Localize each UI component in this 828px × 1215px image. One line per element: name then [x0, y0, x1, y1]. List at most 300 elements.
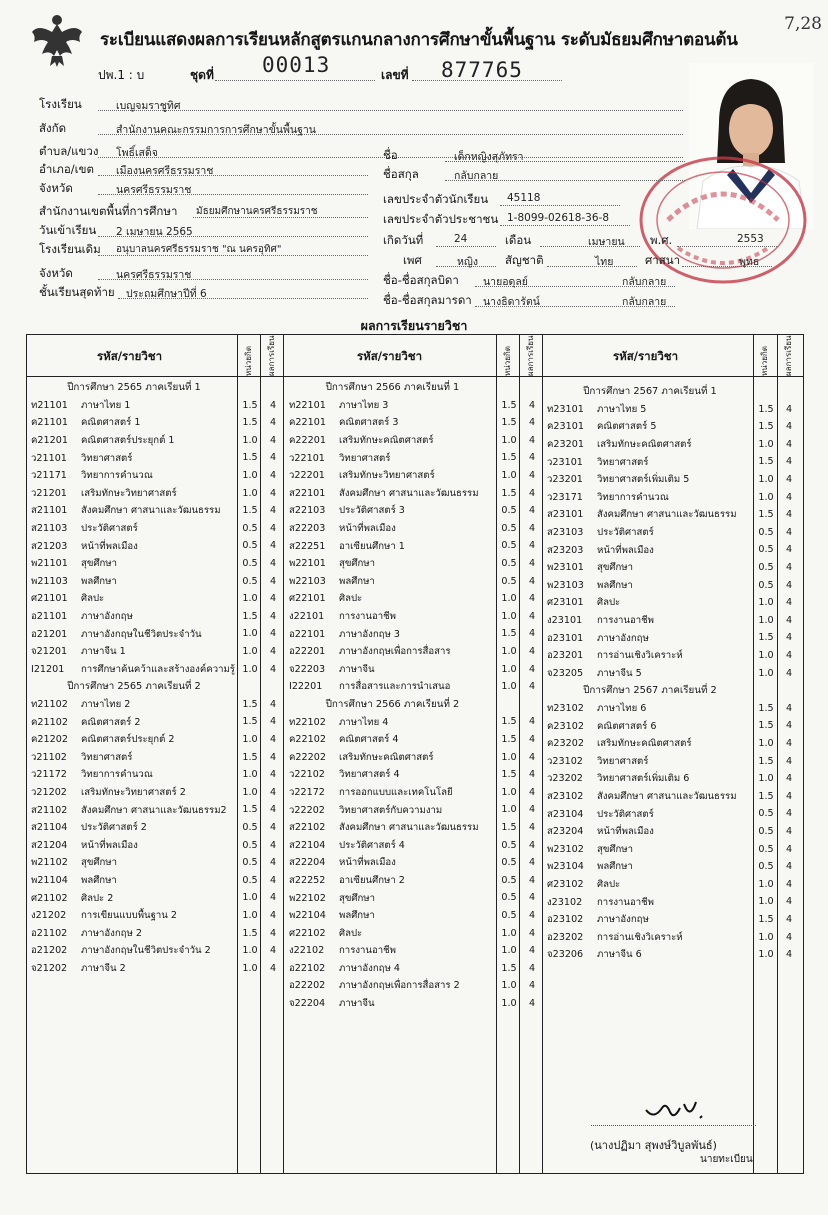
- subject-row: [289, 643, 496, 661]
- grade-value: 4: [269, 452, 277, 464]
- subject-row: [289, 555, 496, 573]
- subject-name: ศิลปะ: [339, 927, 363, 939]
- subject-code: อ23101: [547, 632, 584, 644]
- subject-name: การศึกษาค้นคว้าและสร้างองค์ความรู้: [81, 663, 235, 675]
- subject-row: [289, 889, 496, 907]
- credit-value: 1.5: [501, 399, 517, 411]
- subject-code: อ22102: [289, 962, 326, 974]
- grade-value: 4: [528, 734, 536, 745]
- subject-code: ค23201: [547, 439, 584, 451]
- citizen-id-label: เลขประจำตัวประชาชน: [383, 212, 499, 226]
- grade-value: 4: [528, 646, 536, 657]
- grade-value: 4: [785, 562, 793, 573]
- subject-name: คณิตศาสตร์ประยุกต์ 2: [81, 734, 175, 746]
- credit-value: 1.0: [242, 962, 258, 974]
- form-code: ปพ.1 : บ: [98, 68, 145, 82]
- credit-value: 1.5: [758, 790, 774, 802]
- subject-name: ภาษาไทย 1: [81, 399, 131, 411]
- grade-value: 4: [528, 839, 536, 851]
- credit-value: 0.5: [501, 505, 517, 517]
- subject-name: ภาษาอังกฤษ: [597, 914, 649, 926]
- citizen-id: 1-8099-02618-36-8: [507, 212, 610, 224]
- subject-name: สุขศึกษา: [339, 558, 376, 570]
- subject-code: จ22203: [289, 663, 326, 675]
- student-id-label: เลขประจำตัวนักเรียน: [383, 192, 489, 206]
- last-level-label: ชั้นเรียนสุดท้าย: [39, 285, 115, 299]
- grade-value: 4: [785, 861, 793, 873]
- subject-name: ประวัติศาสตร์: [597, 527, 654, 539]
- subject-name: ศิลปะ: [81, 593, 105, 605]
- subject-code: อ23201: [547, 650, 584, 662]
- grade-value: 4: [269, 434, 277, 446]
- credit-value: 1.0: [501, 927, 517, 939]
- credit-value: 0.5: [758, 562, 774, 573]
- credit-value: 1.0: [242, 663, 258, 675]
- subject-name: ภาษาอังกฤษ 4: [339, 962, 400, 974]
- subject-code: จ23206: [547, 949, 584, 961]
- subject-row: [289, 661, 496, 679]
- credit-value: 1.5: [242, 716, 258, 728]
- subject-code: พ21102: [31, 857, 68, 869]
- subject-code: ส23101: [547, 509, 584, 521]
- subject-row: [31, 643, 237, 661]
- area-value: มัธยมศึกษานครศรีธรรมราช: [196, 206, 318, 217]
- credit-value: 1.0: [501, 470, 517, 481]
- subdistrict-value: โพธิ์เสด็จ: [116, 147, 158, 159]
- subject-row: [547, 577, 753, 595]
- credit-value: 0.5: [758, 861, 774, 873]
- subject-row: [289, 924, 496, 942]
- subject-row: [289, 942, 496, 960]
- grade-value: 4: [269, 857, 277, 869]
- subject-name: การอ่านเชิงวิเคราะห์: [597, 931, 683, 943]
- credit-value: 1.0: [501, 751, 517, 763]
- birth-month-label: เดือน: [505, 233, 532, 247]
- credit-value: 0.5: [242, 558, 258, 569]
- credit-value: 1.0: [242, 593, 258, 605]
- grade-value: 4: [528, 786, 536, 798]
- grade-value: 4: [528, 522, 536, 534]
- credit-value: 0.5: [501, 558, 517, 569]
- subject-code: ท22101: [289, 399, 326, 411]
- grade-value: 4: [528, 945, 536, 957]
- credit-value: 0.5: [242, 822, 258, 833]
- grade-value: 4: [269, 593, 277, 605]
- credit-value: 0.5: [501, 910, 517, 921]
- grade-value: 4: [785, 597, 793, 609]
- grade-value: 4: [269, 962, 277, 974]
- grade-value: 4: [528, 804, 536, 816]
- grade-value: 4: [269, 751, 277, 763]
- subject-row: [31, 731, 237, 749]
- grade-value: 4: [269, 698, 277, 710]
- header-subject-1: รหัส/รายวิชา: [97, 349, 163, 363]
- subject-code: พ23104: [547, 861, 584, 873]
- subject-code: พ23102: [547, 843, 584, 855]
- affiliation-label: สังกัด: [39, 121, 67, 135]
- grade-value: 4: [785, 843, 793, 855]
- subject-code: ว23201: [547, 474, 583, 486]
- results-table: [26, 334, 804, 1174]
- subject-code: ค23202: [547, 738, 584, 750]
- subject-name: ภาษาจีน: [339, 663, 375, 675]
- credit-value: 1.5: [758, 509, 774, 521]
- grade-value: 4: [785, 949, 793, 961]
- credit-value: 1.0: [501, 610, 517, 622]
- credit-value: 1.0: [501, 646, 517, 657]
- subject-name: หน้าที่พลเมือง: [339, 857, 396, 869]
- subject-code: ว23202: [547, 773, 583, 785]
- area-label: สำนักงานเขตพื้นที่การศึกษา: [39, 204, 178, 218]
- subject-name: สุขศึกษา: [339, 892, 376, 904]
- grade-value: 4: [528, 962, 536, 974]
- credit-value: 1.0: [758, 896, 774, 908]
- subject-row: [289, 432, 496, 450]
- subject-name: ภาษาจีน 6: [597, 949, 642, 961]
- subject-name: ภาษาจีน 1: [81, 646, 126, 658]
- subject-name: ศิลปะ 2: [81, 892, 114, 904]
- grade-value: 4: [785, 438, 793, 450]
- father-label: ชื่อ-ชื่อสกุลบิดา: [383, 273, 459, 287]
- subject-code: ค21102: [31, 716, 68, 728]
- subject-row: [289, 977, 496, 995]
- subject-code: พ23101: [547, 562, 584, 574]
- subject-code: อ23102: [547, 914, 584, 926]
- credit-value: 1.0: [242, 892, 258, 904]
- subject-name: วิทยาศาสตร์เพิ่มเติม 5: [597, 474, 690, 486]
- credit-value: 1.0: [758, 614, 774, 626]
- subject-name: คณิตศาสตร์ประยุกต์ 1: [81, 435, 175, 447]
- subject-row: [31, 661, 237, 679]
- grade-value: 4: [785, 579, 793, 591]
- subject-code: ค21201: [31, 435, 68, 447]
- subject-row: [31, 502, 237, 520]
- header-grade-3: ผลการเรียน: [784, 335, 793, 376]
- credit-value: 1.0: [758, 878, 774, 890]
- subject-row: [547, 665, 753, 683]
- subject-code: ท21102: [31, 698, 68, 710]
- grade-value: 4: [269, 769, 277, 781]
- subject-code: ศ23101: [547, 597, 584, 609]
- grade-value: 4: [269, 522, 277, 534]
- header-grade-1: ผลการเรียน: [267, 335, 276, 376]
- subject-code: ส23204: [547, 826, 584, 838]
- subject-row: [31, 819, 237, 837]
- grade-value: 4: [528, 874, 536, 886]
- subject-name: คณิตศาสตร์ 6: [597, 720, 657, 732]
- subject-row: [31, 924, 237, 942]
- subject-name: การงานอาชีพ: [597, 615, 654, 627]
- semester-heading: ปีการศึกษา 2567 ภาคเรียนที่ 2: [583, 685, 717, 697]
- corner-note: 7,28: [784, 14, 822, 34]
- grade-value: 4: [528, 716, 536, 728]
- previous-province: นครศรีธรรมราช: [116, 269, 192, 281]
- credit-value: 1.5: [242, 698, 258, 710]
- subject-code: ศ22101: [289, 593, 326, 605]
- birth-year-label: พ.ศ.: [650, 233, 673, 247]
- subject-code: พ22104: [289, 910, 326, 922]
- subject-name: วิทยาศาสตร์: [81, 452, 133, 464]
- subject-row: [289, 397, 496, 415]
- subject-code: ส22103: [289, 505, 326, 517]
- subject-name: เสริมทักษะวิทยาศาสตร์: [339, 470, 435, 482]
- subject-row: [289, 537, 496, 555]
- subject-row: [289, 819, 496, 837]
- subject-row: [547, 928, 753, 946]
- credit-value: 1.0: [242, 769, 258, 781]
- grade-value: 4: [528, 505, 536, 517]
- registrar-signature-icon: [640, 1090, 730, 1130]
- subject-row: [31, 608, 237, 626]
- previous-school-label: โรงเรียนเดิม: [39, 242, 101, 256]
- subject-code: พ21103: [31, 575, 68, 587]
- grade-value: 4: [269, 945, 277, 957]
- subject-row: [289, 766, 496, 784]
- subject-name: ภาษาอังกฤษเพื่อการสื่อสาร: [339, 646, 451, 658]
- credit-value: 1.5: [501, 452, 517, 464]
- subject-name: ภาษาอังกฤษ: [81, 611, 133, 623]
- subject-code: จ21201: [31, 646, 68, 658]
- subject-name: เสริมทักษะวิทยาศาสตร์ 2: [81, 786, 186, 798]
- subject-row: [289, 872, 496, 890]
- subject-code: อ23202: [547, 931, 584, 943]
- subject-name: ประวัติศาสตร์ 4: [339, 839, 405, 851]
- birth-day: 24: [454, 233, 468, 245]
- grade-value: 4: [269, 470, 277, 481]
- credit-value: 1.0: [758, 949, 774, 961]
- subject-code: ท23102: [547, 702, 584, 714]
- subject-name: หน้าที่พลเมือง: [81, 839, 138, 851]
- subject-row: [289, 960, 496, 978]
- subject-row: [547, 717, 753, 735]
- subject-name: ภาษาไทย 2: [81, 698, 131, 710]
- subject-row: [547, 541, 753, 559]
- subject-name: วิทยาศาสตร์: [339, 452, 391, 464]
- subject-code: ส23103: [547, 527, 584, 539]
- subject-row: [289, 485, 496, 503]
- subject-name: พลศึกษา: [339, 910, 375, 922]
- subject-code: จ22204: [289, 998, 326, 1010]
- subject-code: ค22201: [289, 435, 326, 447]
- credit-value: 0.5: [242, 874, 258, 886]
- name-label: ชื่อ: [383, 148, 398, 162]
- enroll-label: วันเข้าเรียน: [39, 223, 97, 237]
- subject-name: พลศึกษา: [81, 575, 117, 587]
- credit-value: 1.0: [242, 734, 258, 745]
- credit-value: 0.5: [501, 892, 517, 904]
- subject-code: ส21204: [31, 839, 68, 851]
- subject-name: วิทยาศาสตร์: [597, 755, 649, 767]
- subject-name: อาเซียนศึกษา 1: [339, 540, 405, 552]
- subject-code: ว21102: [31, 751, 67, 763]
- credit-value: 1.0: [242, 646, 258, 657]
- credit-value: 1.5: [501, 822, 517, 833]
- subject-row: [547, 401, 753, 419]
- credit-value: 1.5: [758, 720, 774, 732]
- subject-row: [547, 876, 753, 894]
- subject-row: [289, 520, 496, 538]
- subject-row: [31, 713, 237, 731]
- grade-value: 4: [528, 452, 536, 464]
- subject-name: วิทยาศาสตร์ 4: [339, 769, 400, 781]
- subject-name: ภาษาอังกฤษ 3: [339, 628, 400, 640]
- results-column-1: [31, 379, 237, 977]
- subject-code: อ22101: [289, 628, 326, 640]
- credit-value: 1.0: [758, 438, 774, 450]
- grade-value: 4: [528, 998, 536, 1009]
- subject-row: [547, 524, 753, 542]
- subject-code: ศ22102: [289, 927, 326, 939]
- subject-code: I22201: [289, 681, 323, 693]
- subject-code: ส23104: [547, 808, 584, 820]
- subject-code: ง22101: [289, 611, 325, 623]
- subject-code: ว23102: [547, 755, 583, 767]
- credit-value: 1.5: [501, 628, 517, 640]
- credit-value: 1.5: [242, 452, 258, 464]
- credit-value: 1.5: [242, 610, 258, 622]
- credit-value: 1.5: [758, 755, 774, 767]
- grade-value: 4: [528, 417, 536, 429]
- subject-name: ภาษาไทย 6: [597, 702, 647, 714]
- credit-value: 0.5: [501, 874, 517, 886]
- subject-name: วิทยาศาสตร์: [81, 751, 133, 763]
- grade-value: 4: [528, 540, 536, 552]
- previous-school: อนุบาลนครศรีธรรมราช "ณ นครอุทิศ": [116, 244, 282, 255]
- subject-code: ว21202: [31, 786, 67, 798]
- subject-code: ว23101: [547, 456, 583, 468]
- subject-code: พ21101: [31, 558, 68, 570]
- subject-row: [31, 590, 237, 608]
- subject-code: ว22201: [289, 470, 325, 482]
- subject-name: สังคมศึกษา ศาสนาและวัฒนธรรม: [339, 822, 479, 834]
- credit-value: 1.5: [501, 417, 517, 429]
- subject-name: วิทยาศาสตร์: [597, 456, 649, 468]
- grade-value: 4: [528, 399, 536, 411]
- subject-row: [31, 467, 237, 485]
- credit-value: 1.5: [501, 716, 517, 728]
- credit-value: 1.5: [242, 804, 258, 816]
- results-column-2: [289, 379, 496, 1012]
- subject-code: พ23103: [547, 579, 584, 591]
- subject-code: ค22202: [289, 751, 326, 763]
- grade-value: 4: [528, 822, 536, 833]
- credit-value: 1.0: [501, 980, 517, 992]
- credit-value: 1.0: [242, 434, 258, 446]
- subject-row: [31, 573, 237, 591]
- grade-value: 4: [269, 786, 277, 798]
- credit-value: 1.0: [242, 786, 258, 798]
- subject-row: [31, 397, 237, 415]
- subject-row: [547, 805, 753, 823]
- subject-row: [289, 713, 496, 731]
- semester-heading: ปีการศึกษา 2565 ภาคเรียนที่ 1: [67, 382, 201, 394]
- credit-value: 1.5: [501, 962, 517, 974]
- subject-code: ส22102: [289, 822, 326, 834]
- grade-value: 4: [269, 487, 277, 499]
- subject-code: อ21201: [31, 628, 68, 640]
- subject-name: วิทยาการคำนวณ: [81, 470, 153, 482]
- subject-row: [547, 946, 753, 964]
- grade-value: 4: [528, 927, 536, 939]
- credit-value: 1.5: [501, 487, 517, 499]
- subject-row: [289, 748, 496, 766]
- district-label: อำเภอ/เขต: [39, 162, 94, 176]
- subject-row: [289, 836, 496, 854]
- subject-row: [31, 942, 237, 960]
- credit-value: 1.5: [501, 769, 517, 781]
- subject-name: การงานอาชีพ: [339, 945, 396, 957]
- subject-code: ค21202: [31, 734, 68, 746]
- subject-name: ภาษาจีน: [339, 998, 375, 1010]
- birth-year: 2553: [737, 233, 764, 245]
- credit-value: 1.0: [242, 487, 258, 499]
- subject-name: หน้าที่พลเมือง: [339, 523, 396, 535]
- subject-row: [289, 907, 496, 925]
- set-number: 00013: [262, 53, 331, 77]
- grade-value: 4: [528, 610, 536, 622]
- subject-row: [31, 960, 237, 978]
- grade-value: 4: [528, 910, 536, 921]
- subject-name: พลศึกษา: [597, 861, 633, 873]
- subject-row: [547, 559, 753, 577]
- subject-code: ส21103: [31, 523, 68, 535]
- subject-row: [547, 700, 753, 718]
- mother-last-name: กลับกลาย: [622, 296, 667, 308]
- subject-row: [31, 854, 237, 872]
- subject-row: [31, 414, 237, 432]
- subject-row: [547, 788, 753, 806]
- subject-row: [31, 485, 237, 503]
- semester-heading: ปีการศึกษา 2565 ภาคเรียนที่ 2: [67, 681, 201, 693]
- affiliation-value: สำนักงานคณะกรรมการการศึกษาขั้นพื้นฐาน: [116, 124, 316, 136]
- grade-value: 4: [528, 558, 536, 569]
- subject-row: [547, 453, 753, 471]
- subject-code: ส21104: [31, 822, 68, 834]
- subject-code: ท21101: [31, 399, 68, 411]
- subject-name: สังคมศึกษา ศาสนาและวัฒนธรรม: [597, 509, 737, 521]
- subject-name: ประวัติศาสตร์ 2: [81, 822, 147, 834]
- grade-value: 4: [785, 526, 793, 538]
- subject-row: [31, 748, 237, 766]
- subject-row: [289, 573, 496, 591]
- subject-code: ท23101: [547, 403, 584, 415]
- grade-value: 4: [269, 892, 277, 904]
- province-value: นครศรีธรรมราช: [116, 184, 192, 196]
- header-grade-2: ผลการเรียน: [526, 335, 535, 376]
- grade-value: 4: [269, 417, 277, 429]
- credit-value: 1.0: [501, 804, 517, 816]
- grade-value: 4: [269, 540, 277, 552]
- subject-row: [289, 731, 496, 749]
- subject-code: ว23171: [547, 491, 583, 503]
- credit-value: 1.0: [758, 650, 774, 661]
- subject-name: คณิตศาสตร์ 4: [339, 734, 399, 746]
- credit-value: 0.5: [501, 575, 517, 587]
- grade-value: 4: [785, 755, 793, 767]
- subject-row: [31, 784, 237, 802]
- subject-row: [547, 647, 753, 665]
- credit-value: 1.0: [242, 945, 258, 957]
- number-label: เลขที่: [381, 68, 409, 82]
- credit-value: 0.5: [758, 826, 774, 837]
- subject-row: [547, 506, 753, 524]
- header-credit-3: หน่วยกิต: [760, 346, 769, 376]
- credit-value: 1.0: [242, 470, 258, 481]
- credit-value: 1.5: [758, 702, 774, 714]
- subject-name: หน้าที่พลเมือง: [597, 826, 654, 838]
- subject-code: อ21101: [31, 611, 68, 623]
- subject-code: ส22203: [289, 523, 326, 535]
